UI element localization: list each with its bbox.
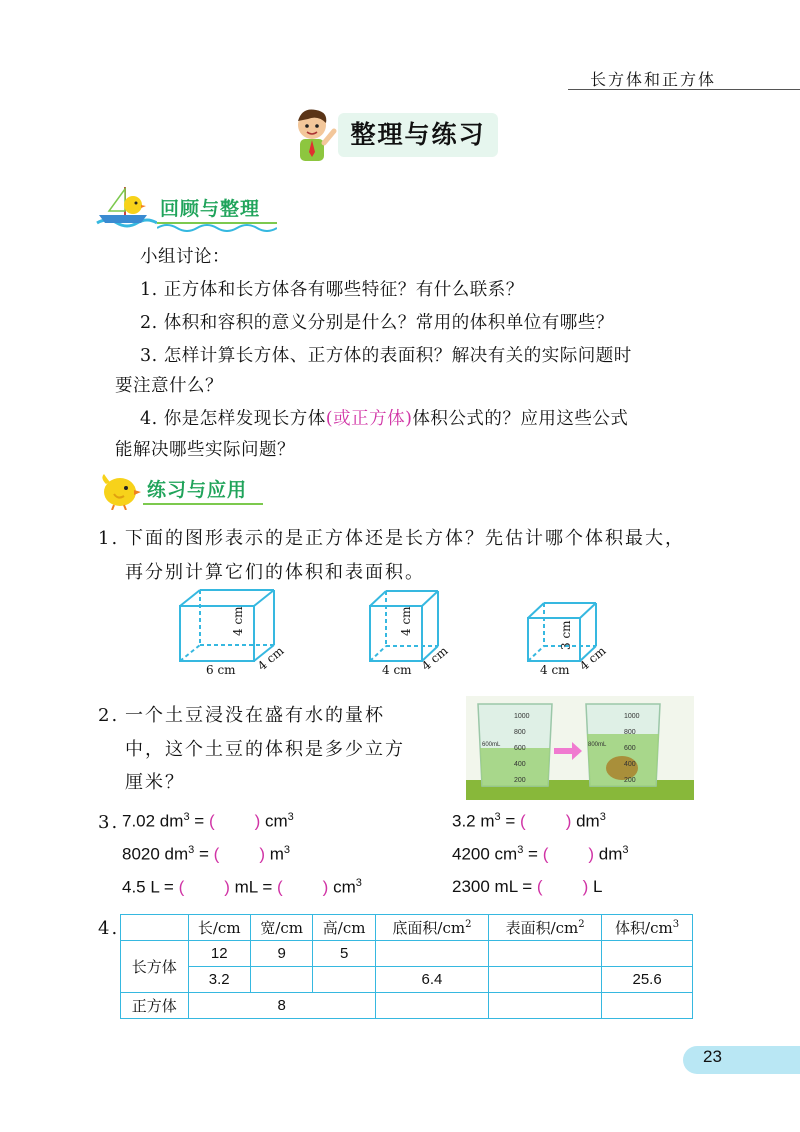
review-heading: 回顾与整理 [160, 198, 261, 220]
review-item-3: 3. 怎样计算长方体、正方体的表面积？解决有关的实际问题时 [140, 346, 632, 366]
table-row [121, 967, 693, 993]
volume-exp: 3 [672, 919, 680, 930]
row-label-cuboid: 长方体 [121, 941, 189, 993]
right-mark-400: 400 [624, 761, 636, 768]
q3-r1l-post-exp: 3 [287, 811, 294, 823]
q3-r3l-c-exp: 3 [355, 877, 362, 889]
q3-r2l-paren-open: ( [213, 844, 220, 864]
table-cell[interactable] [489, 993, 602, 1019]
review-item-4-pink: (或正方体) [325, 409, 413, 429]
q3-r2r-paren-open: ( [542, 844, 549, 864]
boy-mascot-icon [290, 107, 338, 165]
q2-number: 2. [98, 705, 120, 726]
q2-line-1: 一个土豆浸没在盛有水的量杯 [125, 705, 385, 726]
table-header-row [121, 915, 693, 941]
q4-table [120, 914, 693, 1019]
left-mark-1000: 1000 [514, 713, 530, 720]
q3-r3l-paren-close-1: ) [224, 877, 230, 897]
q3-r2l-post-exp: 3 [283, 844, 291, 856]
page-number-tab [683, 1046, 800, 1074]
box2-length: 4 cm [382, 663, 412, 677]
review-item-4-part-b: 体积公式的？应用这些公式 [412, 409, 629, 429]
q3-row-2-left [122, 844, 290, 865]
q3-row-3-right [452, 877, 602, 897]
q3-r1l-paren-open: ( [208, 811, 215, 831]
practice-heading-underline [143, 503, 263, 505]
q3-r1r-paren-open: ( [520, 811, 526, 831]
q3-r3l-paren-open-2: ( [277, 877, 283, 897]
q3-r1r-pre: 3.2 m [452, 811, 495, 831]
box2-height: 4 cm [399, 606, 413, 636]
q3-row-1-left [122, 811, 294, 832]
cuboid-figures [170, 588, 640, 678]
surface-area-exp: 2 [578, 919, 585, 930]
review-intro: 小组讨论： [140, 247, 230, 267]
review-item-4 [140, 403, 628, 435]
table-cell: 3.2 [188, 967, 250, 993]
q3-r3l-paren-close-2: ) [322, 877, 329, 897]
q3-r3r-b: L [588, 877, 603, 896]
left-mark-400: 400 [514, 761, 526, 768]
table-header-surface-area [489, 915, 602, 941]
table-cell[interactable] [602, 993, 693, 1019]
q2-line-3: 厘米？ [125, 772, 185, 793]
q3-row-2-right [452, 844, 629, 865]
left-mark-600: 600 [514, 745, 526, 752]
q3-r3l-a: 4.5 L = [122, 877, 179, 897]
q3-row-3-left [122, 877, 362, 898]
right-mark-200: 200 [624, 777, 636, 784]
q3-r2l-pre-exp: 3 [188, 844, 195, 856]
left-ml-label: 600mL [482, 742, 501, 748]
practice-heading: 练习与应用 [147, 479, 248, 501]
sailboat-chick-icon [95, 185, 157, 233]
base-area-exp: 2 [465, 919, 472, 930]
table-cell: 12 [188, 941, 250, 967]
page-number: 23 [703, 1047, 722, 1066]
table-cell[interactable] [375, 993, 488, 1019]
q3-r2l-post: m [265, 844, 284, 864]
q1-number: 1. [98, 528, 120, 549]
volume-label: 体积/cm [615, 919, 673, 937]
wave-decoration [157, 222, 277, 232]
q3-r1r-paren-close: ) [565, 811, 572, 831]
q3-r1l-equals: = [189, 811, 209, 831]
q3-r1l-pre: 7.02 dm [122, 811, 184, 831]
page-title: 整理与练习 [338, 113, 498, 157]
table-header-volume [602, 915, 693, 941]
q3-r3l-b: mL = [229, 877, 277, 897]
table-cell[interactable] [489, 967, 602, 993]
review-item-4-cont: 能解决哪些实际问题？ [115, 440, 295, 460]
table-cell: 25.6 [602, 967, 693, 993]
q3-r3l-c: cm [328, 877, 356, 897]
q3-r2r-post-exp: 3 [622, 844, 629, 856]
q1-line-2: 再分别计算它们的体积和表面积。 [125, 562, 425, 583]
box1-height: 4 cm [231, 606, 245, 636]
box3-length: 4 cm [540, 663, 570, 677]
table-row [121, 941, 693, 967]
table-cell[interactable] [602, 941, 693, 967]
beakers-photo [466, 696, 694, 800]
table-cell[interactable] [250, 967, 312, 993]
table-header-corner [121, 915, 189, 941]
q3-r2r-pre: 4200 cm [452, 844, 518, 864]
q3-r1r-post-exp: 3 [599, 811, 606, 823]
q3-r2r-equals: = [523, 844, 543, 864]
review-item-1: 1. 正方体和长方体各有哪些特征？有什么联系？ [140, 280, 524, 300]
table-cell[interactable] [489, 941, 602, 967]
right-ml-label: 800mL [588, 742, 607, 748]
q3-r2r-post: dm [594, 844, 623, 864]
q3-r1l-paren-close: ) [254, 811, 261, 831]
q1-line-1: 下面的图形表示的是正方体还是长方体？先估计哪个体积最大， [125, 528, 685, 549]
chick-icon [96, 470, 142, 510]
table-cell[interactable] [375, 941, 488, 967]
q3-r3l-paren-open-1: ( [178, 877, 185, 897]
table-cell: 5 [313, 941, 375, 967]
q3-r2r-pre-exp: 3 [517, 844, 524, 856]
q3-r3r-paren-open: ( [536, 877, 543, 896]
row-label-cube: 正方体 [121, 993, 189, 1019]
box1-width: 4 cm [254, 643, 287, 674]
q2-line-2: 中，这个土豆的体积是多少立方 [125, 739, 405, 760]
review-item-2: 2. 体积和容积的意义分别是什么？常用的体积单位有哪些？ [140, 313, 614, 333]
table-header-length: 长/cm [188, 915, 250, 941]
table-cell: 9 [250, 941, 312, 967]
review-item-3-cont: 要注意什么？ [115, 376, 223, 396]
base-area-label: 底面积/cm [392, 919, 466, 937]
left-mark-200: 200 [514, 777, 526, 784]
q3-r1r-post: dm [571, 811, 600, 831]
q3-r1r-equals: = [500, 811, 521, 831]
table-header-base-area [375, 915, 488, 941]
q3-r1l-pre-exp: 3 [183, 811, 190, 823]
box3-height: 3 cm [559, 620, 573, 650]
q3-r1r-pre-exp: 3 [494, 811, 501, 823]
q3-r2l-equals: = [194, 844, 214, 864]
q3-r3r-paren-close: ) [582, 877, 589, 896]
q3-number: 3. [98, 812, 120, 833]
q3-r3r-a: 2300 mL = [452, 877, 537, 896]
table-header-width: 宽/cm [250, 915, 312, 941]
q3-r1l-post: cm [260, 811, 288, 831]
right-mark-800: 800 [624, 729, 636, 736]
chapter-title: 长方体和正方体 [589, 70, 716, 89]
table-row [121, 993, 693, 1019]
q3-r2l-pre: 8020 dm [122, 844, 189, 864]
right-mark-1000: 1000 [624, 713, 640, 720]
table-cell[interactable] [313, 967, 375, 993]
table-cell-cube-edge: 8 [188, 993, 375, 1019]
q3-r2l-paren-close: ) [259, 844, 266, 864]
right-mark-600: 600 [624, 745, 636, 752]
surface-area-label: 表面积/cm [505, 919, 579, 937]
header-rule [568, 89, 800, 90]
q3-row-1-right [452, 811, 606, 832]
table-header-height: 高/cm [313, 915, 375, 941]
q3-r2r-paren-close: ) [588, 844, 595, 864]
box3-width: 4 cm [576, 643, 609, 674]
table-cell: 6.4 [375, 967, 488, 993]
q4-number: 4. [98, 918, 120, 939]
review-item-4-part-a: 4. 你是怎样发现长方体 [140, 409, 326, 429]
box2-width: 4 cm [418, 643, 451, 674]
left-mark-800: 800 [514, 729, 526, 736]
box1-length: 6 cm [206, 663, 236, 677]
